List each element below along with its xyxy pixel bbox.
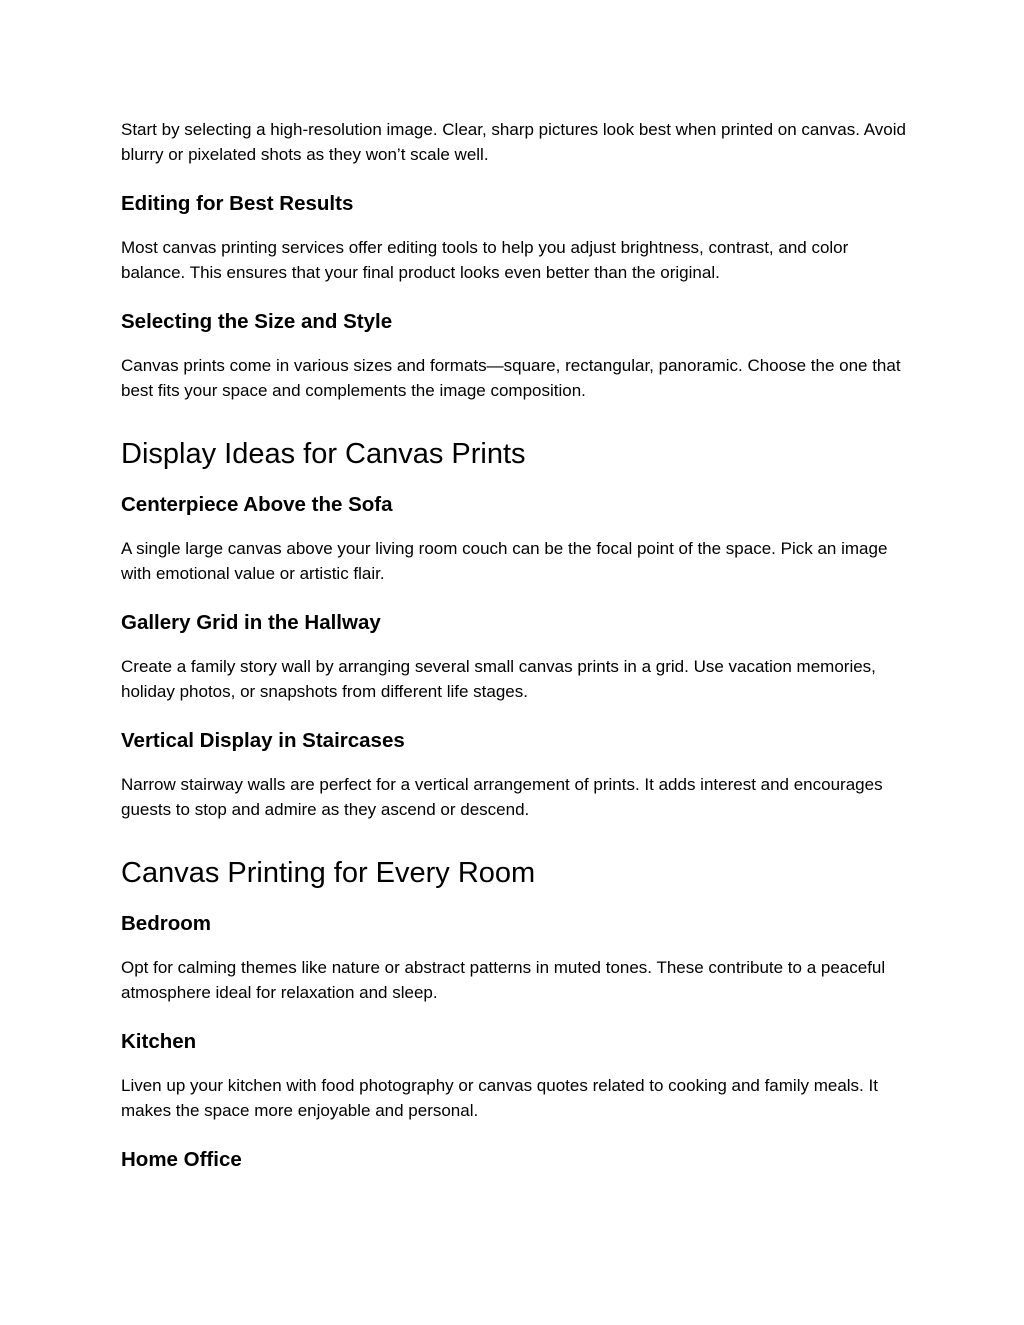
- intro-paragraph: Start by selecting a high-resolution image. Clear, sharp pictures look best when printed on canvas. Avoid blurry or pixelated shots as they won’t scale well.: [121, 120, 906, 164]
- gallery-paragraph: Create a family story wall by arranging several small canvas prints in a grid. Use vacation memories, holiday photos, or snapshots from different life stages.: [121, 657, 876, 701]
- vertical-heading: Vertical Display in Staircases: [121, 729, 405, 752]
- editing-heading: Editing for Best Results: [121, 192, 354, 215]
- bedroom-paragraph: Opt for calming themes like nature or abstract patterns in muted tones. These contribute to a peaceful atmosphere ideal for relaxation and sleep.: [121, 958, 886, 1002]
- size-style-paragraph: Canvas prints come in various sizes and formats—square, rectangular, panoramic. Choose the one that best fits your space and complements the image composition.: [121, 356, 901, 400]
- display-ideas-heading: Display Ideas for Canvas Prints: [121, 438, 526, 470]
- bedroom-heading: Bedroom: [121, 912, 211, 935]
- centerpiece-heading: Centerpiece Above the Sofa: [121, 493, 393, 516]
- every-room-heading: Canvas Printing for Every Room: [121, 857, 536, 889]
- editing-paragraph: Most canvas printing services offer editing tools to help you adjust brightness, contrast, and color balance. This ensures that your final product looks even better than the original.: [121, 238, 849, 282]
- document-page: [121, 118, 906, 1173]
- home-office-heading: Home Office: [121, 1148, 242, 1171]
- kitchen-heading: Kitchen: [121, 1030, 197, 1053]
- kitchen-paragraph: Liven up your kitchen with food photography or canvas quotes related to cooking and family meals. It makes the space more enjoyable and personal.: [121, 1076, 878, 1120]
- vertical-paragraph: Narrow stairway walls are perfect for a vertical arrangement of prints. It adds interest and encourages guests to stop and admire as they ascend or descend.: [121, 775, 883, 819]
- size-style-heading: Selecting the Size and Style: [121, 310, 393, 333]
- centerpiece-paragraph: A single large canvas above your living room couch can be the focal point of the space. Pick an image with emotional value or artistic flair.: [121, 539, 888, 583]
- gallery-heading: Gallery Grid in the Hallway: [121, 611, 381, 634]
